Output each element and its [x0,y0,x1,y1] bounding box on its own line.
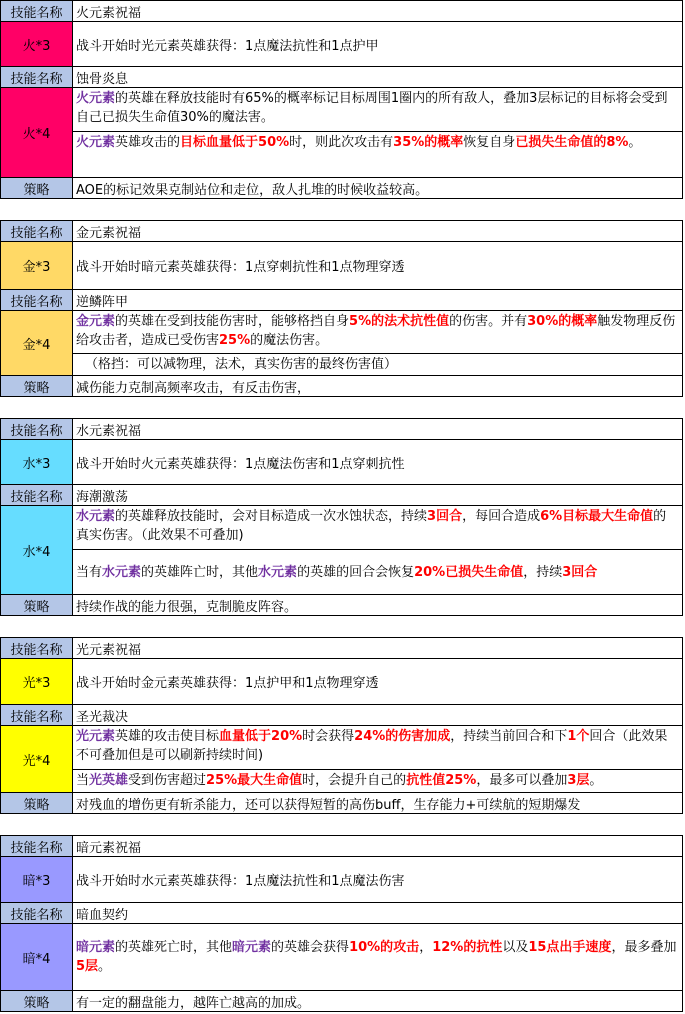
light-blessing-name: 光元素祝福 [72,637,683,659]
dark-effect-1 [72,923,683,991]
effect-text: 的英雄在释放技能时有65%的概率标记目标周围1圈内的所有敌人，叠加3层标记的目标将会受到自己已损失生命值30%的魔法害。 [76,91,668,125]
skill-name-label: 技能名称 [0,902,73,924]
light-effect-2 [72,769,683,793]
light-3-cell: 光*3 [0,658,73,705]
water-effect-1 [72,505,683,550]
fire-4-row [0,87,685,178]
highlight: 1个 [567,729,590,744]
dark-3-cell: 暗*3 [0,856,73,903]
dark-4-row [0,923,685,991]
water-effect-2 [72,549,683,595]
effect-text: ， [419,940,433,955]
gold-3-cell: 金*3 [0,241,73,290]
water-skill-name: 海潮激荡 [72,484,683,506]
element-keyword: 光英雄 [89,773,129,788]
fire-strategy-row [0,177,685,199]
gold-blessing-name: 金元素祝福 [72,220,683,242]
water-strategy: 持续作战的能力很强，克制脆皮阵容。 [72,594,683,616]
element-keyword: 水元素 [258,564,298,580]
effect-text: ，持续 [523,564,563,580]
gold-strategy: 减伤能力克制高频率攻击，有反击伤害， [72,375,683,397]
light-4-cell: 光*4 [0,725,73,793]
highlight: 25%最大生命值 [206,773,303,788]
strategy-label: 策略 [0,375,73,397]
light-4-row [0,725,685,793]
dark-blessing-name: 暗元素祝福 [72,835,683,857]
skill-name-label: 技能名称 [0,220,73,242]
element-keyword: 火元素 [76,91,116,106]
element-keyword: 金元素 [76,314,116,329]
highlight: 抗性值25% [406,773,477,788]
effect-text: 的英雄阵亡时，其他 [141,564,259,580]
effect-text: 的伤害。并有 [449,314,528,329]
effect-text: 恢复自身 [463,135,516,150]
skill-name-label: 技能名称 [0,704,73,726]
highlight: 3回合 [427,509,463,524]
highlight: 6%目标最大生命值 [540,509,654,524]
effect-text: 的真实伤害。（此效果不可叠加) [76,509,667,543]
light-skill-row [0,704,685,726]
gold-blessing-desc: 战斗开始时暗元素英雄获得：1点穿刺抗性和1点物理穿透 [72,241,683,290]
fire-3-row [0,21,685,67]
effect-text: 的英雄死亡时，其他 [115,940,233,955]
skill-name-label: 技能名称 [0,637,73,659]
highlight: 5%的法术抗性值 [349,314,450,329]
highlight: 已损失生命值的8% [515,135,629,150]
gold-3-row [0,241,685,290]
highlight: 3回合 [562,564,598,580]
gold-4-cell: 金*4 [0,310,73,376]
highlight: 目标血量低于50% [180,135,290,150]
highlight: 12%的抗性 [432,940,503,955]
effect-text: ，每回合造成 [462,509,541,524]
strategy-label: 策略 [0,792,73,814]
dark-strategy-row [0,990,685,1012]
effect-text: ，最多可以叠加 [476,773,568,788]
effect-text: 英雄攻击的 [115,135,181,150]
element-keyword: 光元素 [76,729,116,744]
effect-text: 时，会提升自己的 [302,773,407,788]
element-keyword: 水元素 [102,564,142,580]
light-blessing-row [0,637,685,659]
effect-text: 英雄的攻击使目标 [115,729,220,744]
effect-text: 回合（此效果不可叠加但是可以刷新持续时间) [76,729,668,763]
element-keyword: 火元素 [76,135,116,150]
effect-text: 的英雄会获得 [271,940,350,955]
fire-effect-1 [72,87,683,132]
skill-name-label: 技能名称 [0,66,73,88]
effect-text: 。 [628,135,642,150]
water-4-cell: 水*4 [0,505,73,595]
fire-blessing-desc: 战斗开始时光元素英雄获得：1点魔法抗性和1点护甲 [72,21,683,67]
strategy-label: 策略 [0,594,73,616]
effect-text: 受到伤害超过 [128,773,207,788]
effect-text: 。 [98,959,112,974]
gold-effect-2: （格挡：可以减物理，法术，真实伤害的最终伤害值） [72,353,683,376]
highlight: 24%的伤害加成 [354,729,451,744]
highlight: 10%的攻击 [349,940,420,955]
highlight: 血量低于20% [219,729,303,744]
gold-4-row [0,310,685,376]
light-skill-name: 圣光裁决 [72,704,683,726]
effect-text: 时，则此次攻击有 [289,135,394,150]
fire-skill-row [0,66,685,88]
fire-effect-2 [72,131,683,178]
strategy-label: 策略 [0,177,73,199]
light-strategy-row [0,792,685,814]
fire-blessing-row [0,0,685,22]
fire-3-cell: 火*3 [0,21,73,67]
element-keyword: 暗元素 [76,940,116,955]
water-strategy-row [0,594,685,616]
effect-text: ，最多叠加 [611,940,677,955]
skill-name-label: 技能名称 [0,835,73,857]
effect-text: 的英雄在受到技能伤害时，能够格挡自身 [115,314,350,329]
fire-strategy: AOE的标记效果克制站位和走位，敌人扎堆的时候收益较高。 [72,177,683,199]
highlight: 20%已损失生命值 [414,564,524,580]
strategy-label: 策略 [0,990,73,1012]
gold-skill-name: 逆鳞阵甲 [72,289,683,311]
water-3-cell: 水*3 [0,439,73,485]
skill-name-label: 技能名称 [0,0,73,22]
highlight: 35%的概率 [393,135,464,150]
effect-text: ，持续当前回合和下 [450,729,568,744]
water-skill-row [0,484,685,506]
highlight: 5层 [76,959,99,974]
fire-4-cell: 火*4 [0,87,73,178]
water-blessing-desc: 战斗开始时火元素英雄获得：1点魔法伤害和1点穿刺抗性 [72,439,683,485]
effect-text: 的魔法伤害。 [250,333,329,348]
element-keyword: 暗元素 [232,940,272,955]
water-blessing-name: 水元素祝福 [72,418,683,440]
fire-blessing-name: 火元素祝福 [72,0,683,22]
effect-text: 的英雄释放技能时，会对目标造成一次水蚀状态，持续 [115,509,428,524]
dark-blessing-desc: 战斗开始时水元素英雄获得：1点魔法抗性和1点魔法伤害 [72,856,683,903]
effect-text: 当 [76,773,90,788]
dark-skill-row [0,902,685,924]
dark-blessing-row [0,835,685,857]
effect-text: 以及 [502,940,529,955]
effect-text: 时会获得 [302,729,355,744]
highlight: 3层 [567,773,590,788]
gold-effect-1 [72,310,683,354]
highlight: 25% [219,333,251,348]
water-3-row [0,439,685,485]
light-3-row [0,658,685,705]
light-effect-1 [72,725,683,770]
effect-text: 。 [589,773,603,788]
skill-name-label: 技能名称 [0,289,73,311]
light-blessing-desc: 战斗开始时金元素英雄获得：1点护甲和1点物理穿透 [72,658,683,705]
effect-text: 的英雄的回合会恢复 [297,564,415,580]
gold-strategy-row [0,375,685,397]
element-keyword: 水元素 [76,509,116,524]
dark-4-cell: 暗*4 [0,923,73,991]
effect-text: 当有 [76,564,103,580]
gold-skill-row [0,289,685,311]
dark-skill-name: 暗血契约 [72,902,683,924]
water-blessing-row [0,418,685,440]
highlight: 30%的概率 [527,314,598,329]
water-4-row [0,505,685,595]
skill-name-label: 技能名称 [0,484,73,506]
dark-strategy: 有一定的翻盘能力，越阵亡越高的加成。 [72,990,683,1012]
light-strategy: 对残血的增伤更有斩杀能力，还可以获得短暂的高伤buff，生存能力+可续航的短期爆发 [72,792,683,814]
fire-skill-name: 蚀骨炎息 [72,66,683,88]
effect-text: 触发物理反伤给攻击者，造成已受伤害 [76,314,676,348]
skill-name-label: 技能名称 [0,418,73,440]
dark-3-row [0,856,685,903]
highlight: 15点出手速度 [528,940,612,955]
gold-blessing-row [0,220,685,242]
